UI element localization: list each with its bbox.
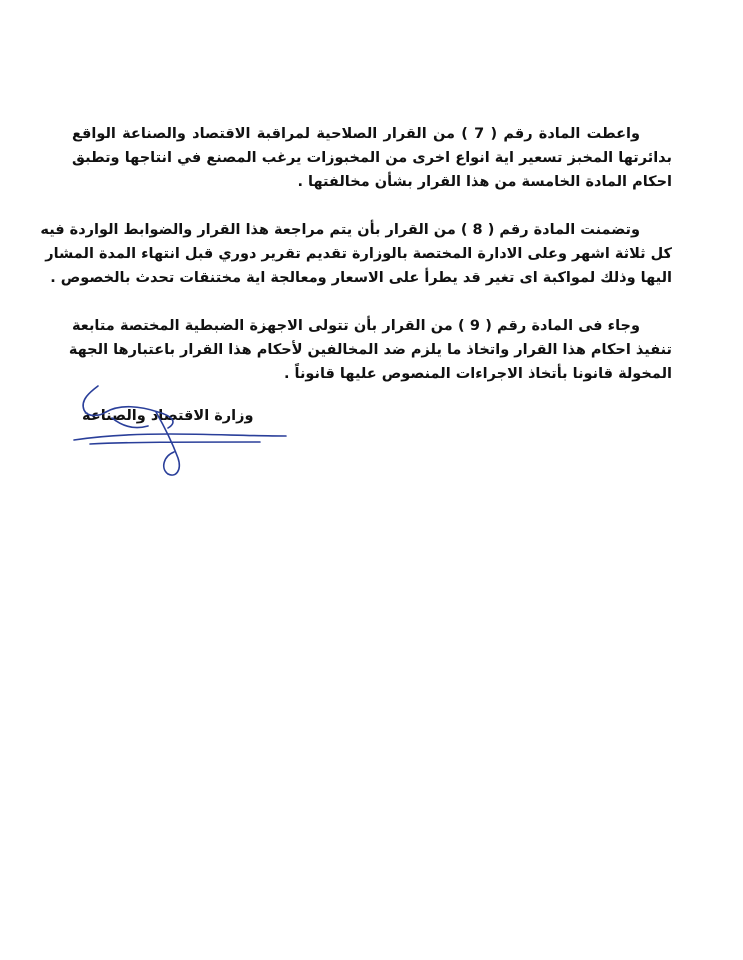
paragraph-line: المخولة قانونا بأتخاذ الاجراءات المنصوص عليها قانوناً . (283, 366, 672, 382)
paragraph-article-8 (40, 218, 672, 290)
paragraph-line: بدائرتها المخبز تسعير اية انواع اخرى من المخبوزات يرغب المصنع في انتاجها وتطبق (72, 150, 672, 166)
paragraph-article-7 (72, 122, 672, 194)
paragraph-line: وتضمنت المادة رقم ( 8 ) من القرار بأن يتم مراجعة هذا القرار والضوابط الواردة فيه (40, 222, 640, 238)
paragraph-line: واعطت المادة رقم ( 7 ) من القرار الصلاحية لمراقبة الاقتصاد والصناعة الواقع (72, 126, 640, 142)
paragraph-line: كل ثلاثة اشهر وعلى الادارة المختصة بالوزارة تقديم تقرير دوري قبل انتهاء المدة المشار (45, 246, 672, 262)
paragraph-article-9 (68, 314, 672, 386)
handwritten-signature (60, 382, 300, 492)
ministry-name: وزارة الاقتصاد والصناعة (82, 408, 254, 424)
paragraph-line: وجاء فى المادة رقم ( 9 ) من القرار بأن تتولى الاجهزة الضبطية المختصة متابعة (72, 318, 640, 334)
document-body (40, 122, 672, 410)
paragraph-line: اليها وذلك لمواكبة اى تغير قد يطرأ على الاسعار ومعالجة اية مختنقات تحدث بالخصوص . (50, 270, 672, 286)
signature-icon (60, 382, 300, 492)
paragraph-line: تنفيذ احكام هذا القرار واتخاذ ما يلزم ضد المخالفين لأحكام هذا القرار باعتبارها الجهة (68, 342, 672, 358)
paragraph-line: احكام المادة الخامسة من هذا القرار بشأن مخالفتها . (297, 174, 672, 190)
